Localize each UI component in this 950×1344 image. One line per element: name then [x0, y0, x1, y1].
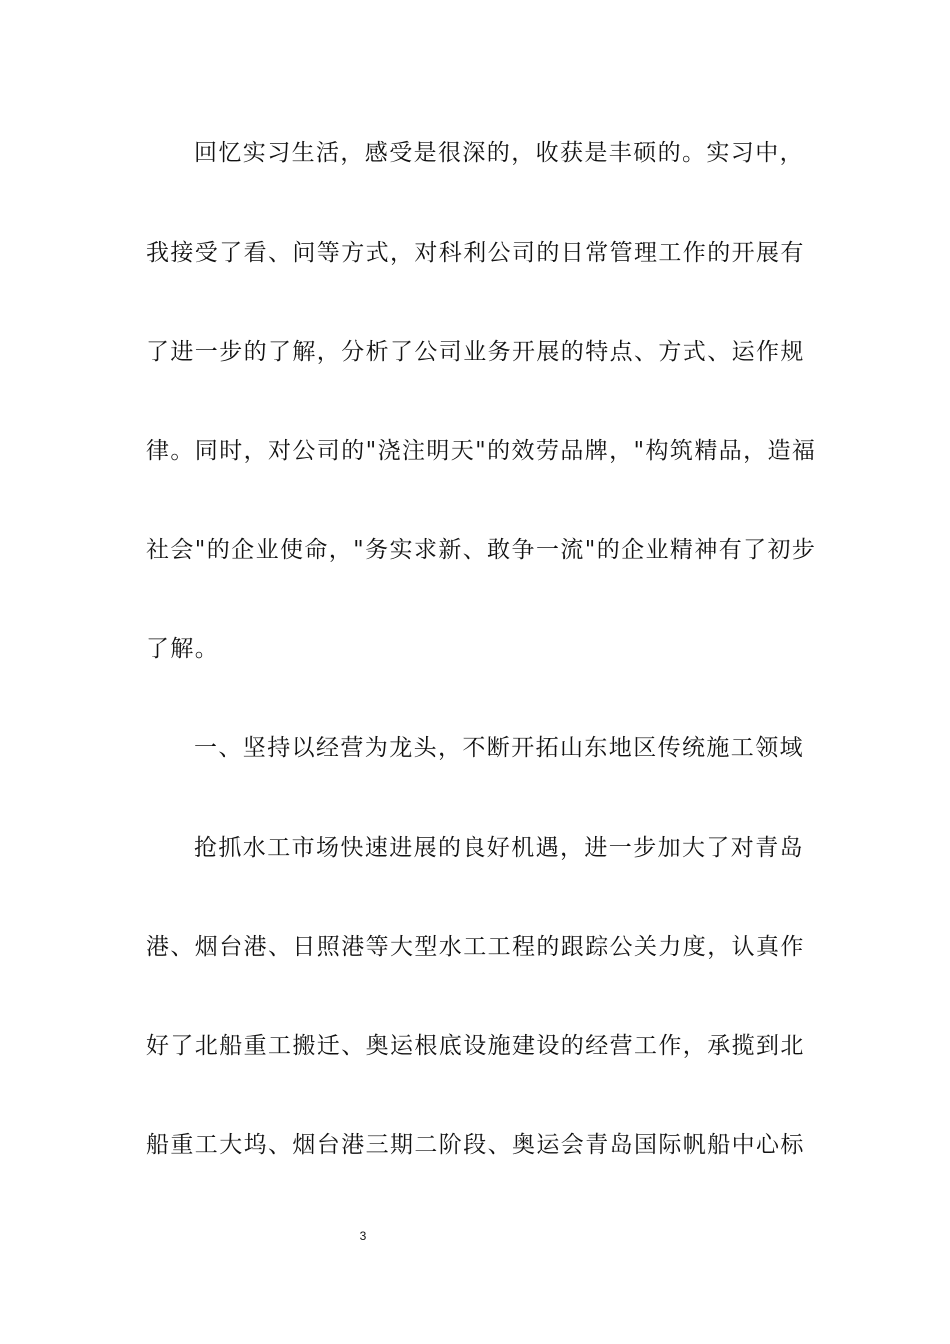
- paragraph-2-line-4: 船重工大坞、烟台港三期二阶段、奥运会青岛国际帆船中心标: [146, 1132, 805, 1158]
- paragraph-1-line-5: 社会"的企业使命，"务实求新、敢争一流"的企业精神有了初步: [146, 537, 817, 563]
- paragraph-1-line-4: 律。同时，对公司的"浇注明天"的效劳品牌，"构筑精品，造福: [146, 438, 817, 464]
- paragraph-1-line-2: 我接受了看、问等方式，对科利公司的日常管理工作的开展有: [146, 240, 805, 266]
- page-number: 3: [359, 1229, 367, 1243]
- paragraph-1-line-3: 了进一步的了解，分析了公司业务开展的特点、方式、运作规: [146, 339, 805, 365]
- section-heading: 一、坚持以经营为龙头，不断开拓山东地区传统施工领域: [194, 735, 804, 761]
- paragraph-2-line-1: 抢抓水工市场快速进展的良好机遇，进一步加大了对青岛: [194, 835, 804, 861]
- paragraph-2-line-3: 好了北船重工搬迁、奥运根底设施建设的经营工作，承揽到北: [146, 1033, 805, 1059]
- paragraph-1-line-6: 了解。: [146, 636, 220, 662]
- paragraph-1-line-1: 回忆实习生活，感受是很深的，收获是丰硕的。实习中，: [194, 140, 804, 166]
- paragraph-2-line-2: 港、烟台港、日照港等大型水工工程的跟踪公关力度，认真作: [146, 934, 805, 960]
